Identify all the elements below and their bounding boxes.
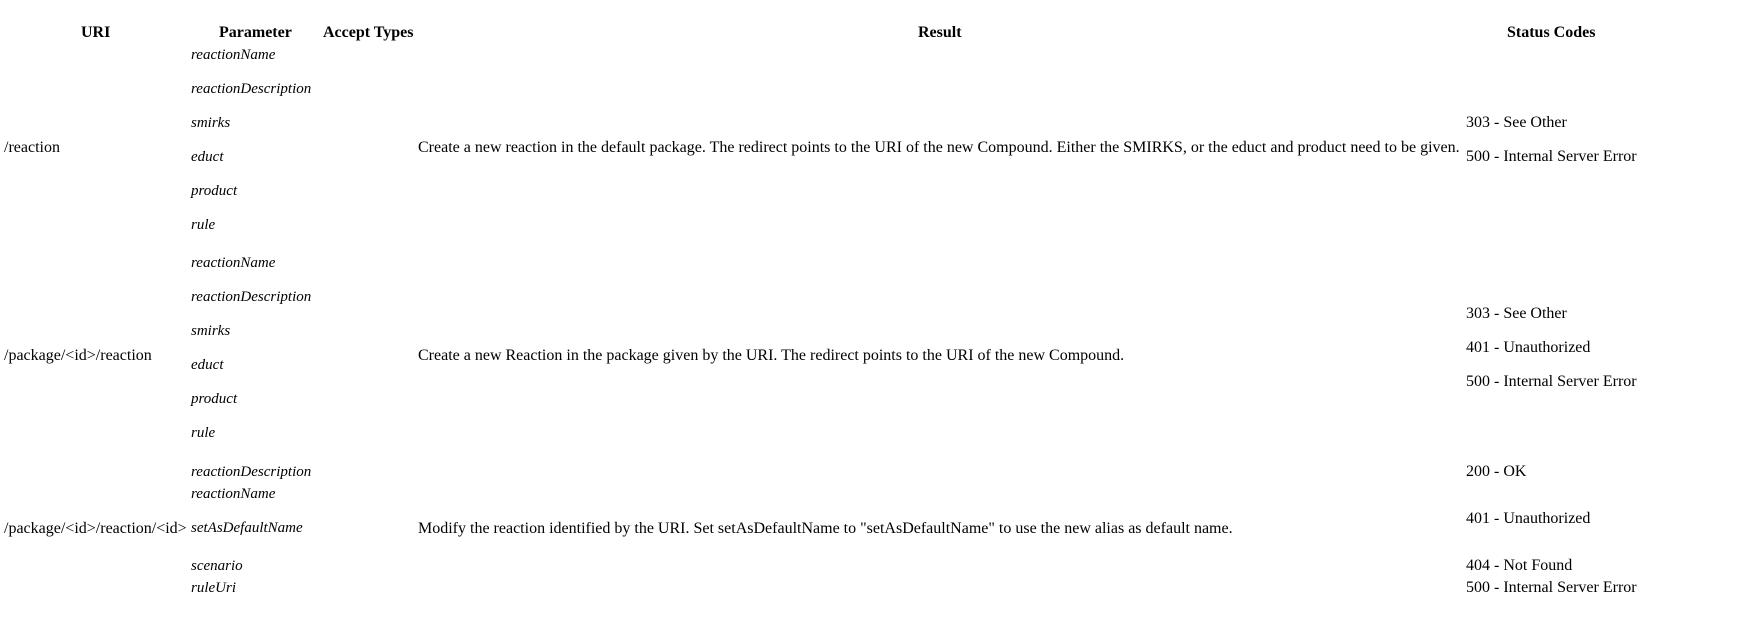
header-result: Result xyxy=(918,24,962,41)
parameter-item: setAsDefaultName xyxy=(191,520,303,536)
parameter-item: smirks xyxy=(191,115,231,131)
header-parameter: Parameter xyxy=(219,24,292,41)
status-code: 303 - See Other xyxy=(1466,114,1567,131)
status-code: 200 - OK xyxy=(1466,463,1527,480)
row-result: Create a new Reaction in the package given by the URI. The redirect points to the URI of the new Compound. xyxy=(418,347,1125,364)
parameter-item: reactionName xyxy=(191,255,276,271)
parameter-item: educt xyxy=(191,357,224,373)
status-code: 500 - Internal Server Error xyxy=(1466,579,1637,596)
parameter-item: rule xyxy=(191,425,216,441)
parameter-item: reactionDescription xyxy=(191,464,312,480)
status-code: 303 - See Other xyxy=(1466,305,1567,322)
parameter-item: rule xyxy=(191,217,216,233)
row-uri: /reaction xyxy=(4,139,60,156)
header-uri: URI xyxy=(81,24,111,41)
header-status-codes: Status Codes xyxy=(1507,24,1596,41)
parameter-item: scenario xyxy=(191,558,243,574)
parameter-item: ruleUri xyxy=(191,580,236,596)
row-uri: /package/<id>/reaction/<id> xyxy=(4,520,187,537)
parameter-item: reactionDescription xyxy=(191,81,312,97)
status-code: 500 - Internal Server Error xyxy=(1466,148,1637,165)
parameter-item: product xyxy=(191,183,238,199)
parameter-item: reactionName xyxy=(191,47,276,63)
status-code: 401 - Unauthorized xyxy=(1466,339,1591,356)
row-result: Modify the reaction identified by the URI. Set setAsDefaultName to "setAsDefaultName" to use the new alias as default name. xyxy=(418,520,1233,537)
parameter-item: smirks xyxy=(191,323,231,339)
parameter-item: product xyxy=(191,391,238,407)
row-result: Create a new reaction in the default package. The redirect points to the URI of the new Compound. Either the SMIRKS, or the educt and product need to be given. xyxy=(418,139,1460,156)
parameter-item: reactionDescription xyxy=(191,289,312,305)
status-code: 500 - Internal Server Error xyxy=(1466,373,1637,390)
status-code: 404 - Not Found xyxy=(1466,557,1573,574)
status-code: 401 - Unauthorized xyxy=(1466,510,1591,527)
row-uri: /package/<id>/reaction xyxy=(4,347,152,364)
header-accept-types: Accept Types xyxy=(323,24,414,41)
parameter-item: educt xyxy=(191,149,224,165)
parameter-item: reactionName xyxy=(191,486,276,502)
